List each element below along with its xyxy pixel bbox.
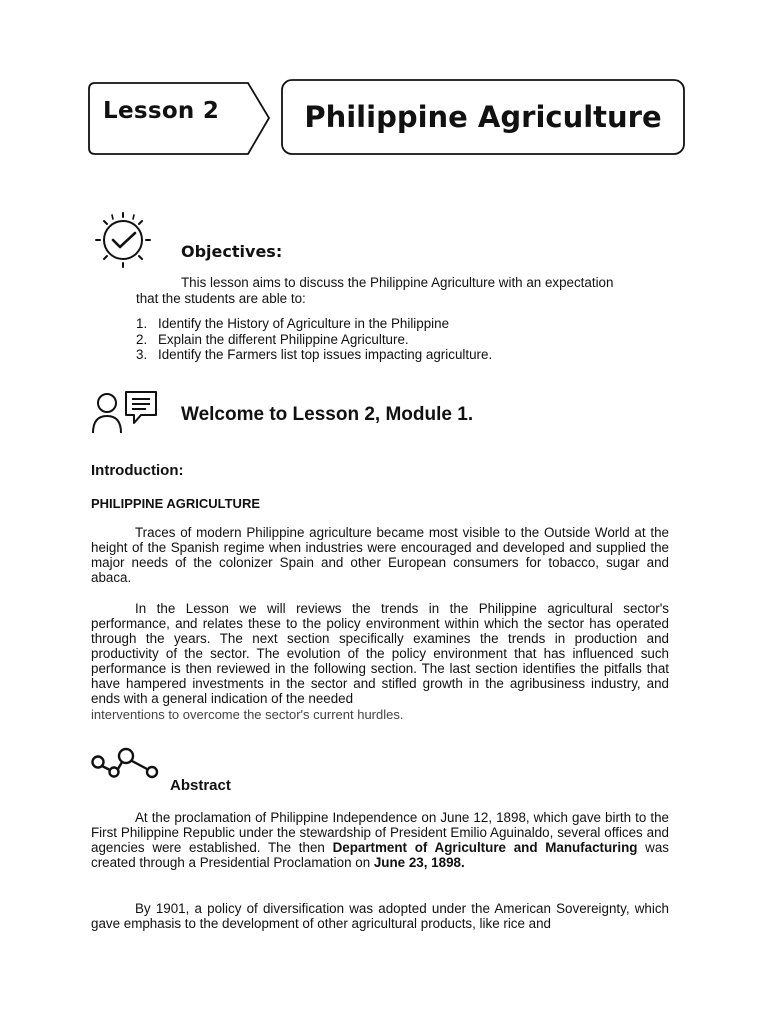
- list-item: 3. Identify the Farmers list top issues impacting agriculture.: [136, 347, 493, 362]
- objectives-list: [136, 316, 696, 363]
- welcome-heading: Welcome to Lesson 2, Module 1.: [181, 404, 474, 425]
- list-item: 2. Explain the different Philippine Agriculture.: [136, 331, 409, 347]
- objectives-intro-line1: This lesson aims to discuss the Philippine Agriculture with an expectation: [181, 275, 614, 290]
- intro-paragraph-2: In the Lesson we will reviews the trends in the Philippine agricultural sector's performance, and relates these to the policy environment within which the sector has operated through the years. The next section specifically examines the trends in production and productivity of the sector. The evolution of the policy environment that has influenced such performance is then reviewed in the following section. The last section identifies the pitfalls that have hampered investments in the sector and stifled growth in the agribusiness industry, and ends with a general indication of the needed: [91, 601, 669, 706]
- abstract-heading: Abstract: [170, 777, 231, 794]
- abstract-paragraph-2: By 1901, a policy of diversification was adopted under the American Sovereignty, which gave emphasis to the development of other agricultural products, like rice and: [91, 901, 669, 931]
- abstract-paragraph-1: At the proclamation of Philippine Independence on June 12, 1898, which gave birth to the First Philippine Republic under the stewardship of President Emilio Aguinaldo, several offices and agencies were established. The then Department of Agriculture and Manufacturing was created through a Presidential Proclamation on June 23, 1898.: [91, 810, 669, 870]
- person-speech-bubble-icon: [90, 388, 162, 436]
- introduction-heading: Introduction:: [91, 462, 184, 479]
- section-subheading: PHILIPPINE AGRICULTURE: [91, 496, 261, 511]
- objectives-intro-line2: that the students are able to:: [136, 291, 306, 306]
- molecule-nodes-icon: [90, 746, 162, 782]
- checkmark-sun-icon: [88, 210, 160, 270]
- objectives-heading: Objectives:: [181, 242, 283, 261]
- lesson-label: Lesson 2: [103, 98, 220, 124]
- intro-paragraph-1: Traces of modern Philippine agriculture became most visible to the Outside World at the height of the Spanish regime when industries were encouraged and developed and supplied the major needs of the colonizer Spain and other European consumers for tobacco, sugar and abaca.: [91, 525, 669, 585]
- page-title: Philippine Agriculture: [304, 100, 662, 134]
- list-item: 1. Identify the History of Agriculture in the Philippine: [136, 316, 450, 331]
- intro-paragraph-2-last-line: interventions to overcome the sector's current hurdles.: [91, 707, 404, 722]
